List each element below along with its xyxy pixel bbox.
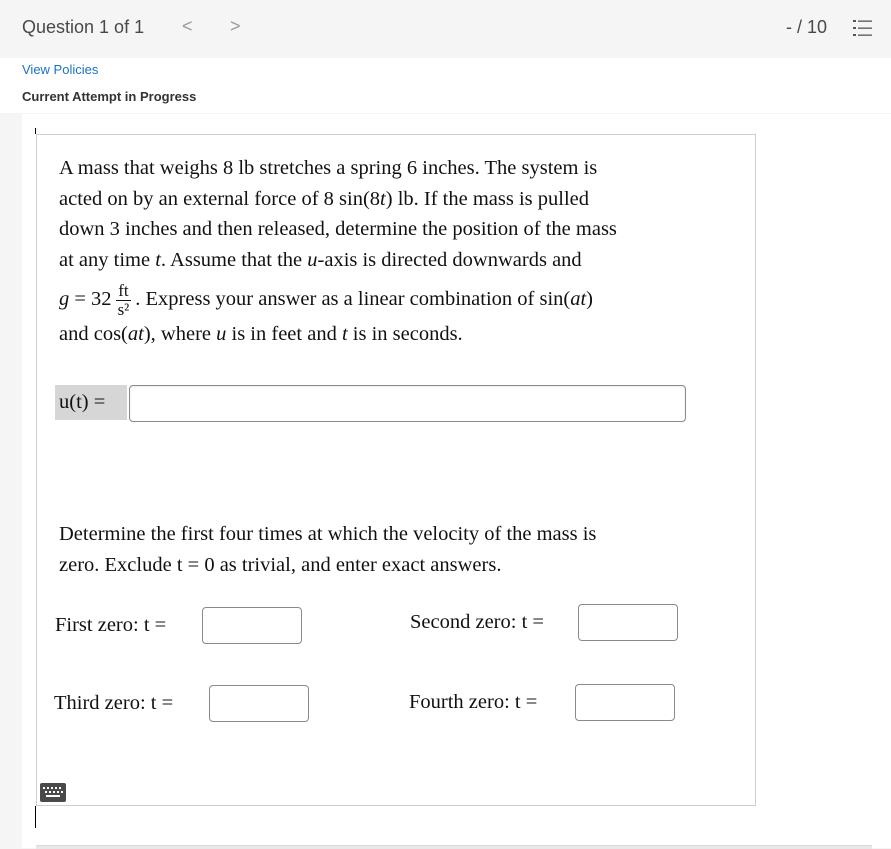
part2-text	[59, 519, 749, 580]
third-zero-label: Third zero: t =	[54, 692, 174, 714]
score-display: - / 10	[786, 17, 828, 37]
assignment-header	[0, 58, 891, 113]
first-zero-input[interactable]	[202, 607, 302, 644]
second-zero-input[interactable]	[578, 604, 678, 641]
first-zero-label: First zero: t =	[55, 614, 167, 636]
second-zero-label: Second zero: t =	[410, 611, 544, 633]
top-bar	[0, 0, 891, 58]
question-line-5: g = 32 $\frac{ft}{\text{s²}}$ . Express your answer as a linear combination of sin(at)	[59, 280, 593, 319]
part2-line-2: zero. Exclude t = 0 as trivial, and enter exact answers.	[59, 553, 502, 576]
ut-answer-input[interactable]	[129, 385, 686, 422]
attempt-status: Current Attempt in Progress	[22, 89, 197, 104]
text-cursor-bottom	[35, 806, 36, 828]
question-line-6: and cos(at), where u is in feet and t is in seconds.	[59, 323, 463, 345]
next-question-button[interactable]: >	[230, 16, 241, 36]
question-line-4: at any time t. Assume that the u-axis is directed downwards and	[59, 248, 582, 271]
third-zero-input[interactable]	[209, 685, 309, 722]
question-box	[36, 134, 756, 806]
question-counter: Question 1 of 1	[22, 17, 145, 37]
ut-label: u(t) =	[55, 385, 127, 420]
keyboard-icon[interactable]	[40, 783, 66, 802]
part2-line-1: Determine the first four times at which the velocity of the mass is	[59, 523, 597, 545]
question-line-1: A mass that weighs 8 lb stretches a spring 6 inches. The system is	[59, 157, 598, 179]
question-line-2: acted on by an external force of 8 sin(8t) lb. If the mass is pulled	[59, 187, 590, 210]
question-text	[59, 153, 749, 350]
fourth-zero-input[interactable]	[575, 684, 675, 721]
question-line-3: down 3 inches and then released, determine the position of the mass	[59, 218, 617, 240]
list-icon[interactable]	[852, 18, 874, 38]
fourth-zero-label: Fourth zero: t =	[409, 691, 538, 713]
next-section-edge	[36, 845, 872, 849]
gravity-fraction: $\frac{ft}{\text{s²}}$	[117, 280, 130, 319]
previous-question-button[interactable]: <	[182, 16, 193, 36]
view-policies-link[interactable]: View Policies	[22, 62, 99, 77]
